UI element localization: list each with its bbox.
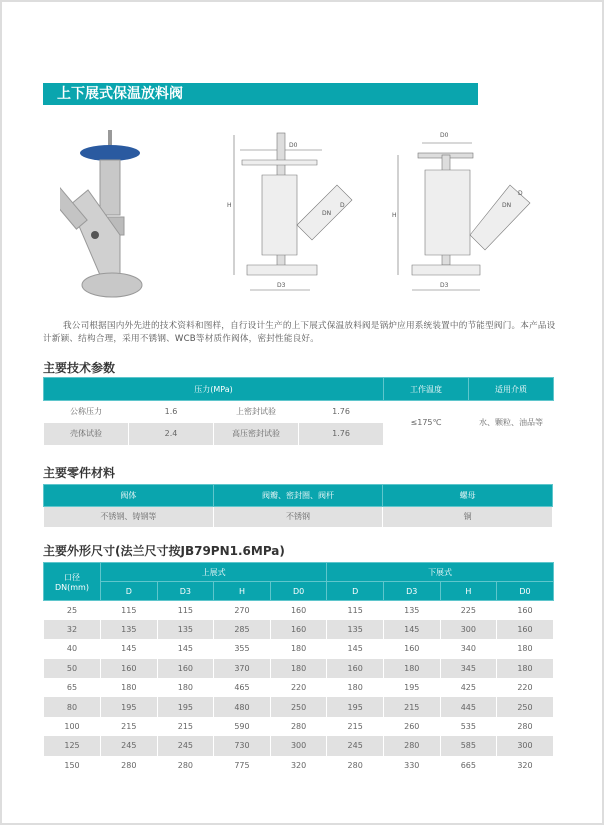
cell: 壳体试验 xyxy=(44,423,129,445)
tech-heading: 主要技术参数 xyxy=(43,361,116,375)
cell: 245 xyxy=(157,736,214,755)
header-cell: 阀瓣、密封圈、阀杆 xyxy=(213,485,383,507)
cell: 40 xyxy=(44,639,101,658)
svg-text:H: H xyxy=(392,212,397,219)
table-row xyxy=(44,659,554,678)
cell: 180 xyxy=(497,639,554,658)
table-row xyxy=(44,678,554,697)
cell: 215 xyxy=(101,717,158,736)
cell: 665 xyxy=(440,756,497,775)
cell: 不锈钢 xyxy=(213,507,383,527)
cell: 480 xyxy=(214,697,271,716)
cell: 195 xyxy=(101,697,158,716)
cell: 250 xyxy=(270,697,327,716)
header-col: H xyxy=(440,582,497,601)
header-col: D3 xyxy=(383,582,440,601)
cell: 145 xyxy=(327,639,384,658)
cell: 355 xyxy=(214,639,271,658)
header-col: D0 xyxy=(497,582,554,601)
cell: 270 xyxy=(214,601,271,620)
cell: 370 xyxy=(214,659,271,678)
cell: 135 xyxy=(101,620,158,639)
cell: 225 xyxy=(440,601,497,620)
dimensions-table xyxy=(43,562,554,775)
cell: 590 xyxy=(214,717,271,736)
cell: 高压密封试验 xyxy=(214,423,299,445)
cell: 280 xyxy=(101,756,158,775)
svg-text:D3: D3 xyxy=(440,282,449,289)
cell: 195 xyxy=(327,697,384,716)
cell: 160 xyxy=(327,659,384,678)
cell: 150 xyxy=(44,756,101,775)
header-dn-unit: DN(mm) xyxy=(55,582,89,592)
table-row xyxy=(44,639,554,658)
cell: 425 xyxy=(440,678,497,697)
cell: 300 xyxy=(270,736,327,755)
header-cell: 螺母 xyxy=(383,485,553,507)
cell: 300 xyxy=(497,736,554,755)
svg-text:D3: D3 xyxy=(277,282,286,289)
cell: 180 xyxy=(270,659,327,678)
cell: 195 xyxy=(383,678,440,697)
header-medium: 适用介质 xyxy=(469,378,554,401)
cell: 145 xyxy=(101,639,158,658)
tech-params-table xyxy=(43,377,554,445)
header-lower-type: 下展式 xyxy=(327,563,553,582)
cell: 280 xyxy=(157,756,214,775)
cell: 280 xyxy=(270,717,327,736)
svg-text:H: H xyxy=(227,202,232,209)
header-col: D3 xyxy=(157,582,214,601)
cell: 220 xyxy=(270,678,327,697)
header-col: D0 xyxy=(270,582,327,601)
cell: 2.4 xyxy=(129,423,214,445)
cell: 145 xyxy=(157,639,214,658)
cell: 730 xyxy=(214,736,271,755)
materials-table xyxy=(43,484,553,527)
header-dn xyxy=(44,563,101,601)
medium-value: 水、颗粒、油品等 xyxy=(469,401,554,445)
cell: 180 xyxy=(383,659,440,678)
cell: 160 xyxy=(270,620,327,639)
svg-text:D: D xyxy=(340,202,345,209)
cell: 330 xyxy=(383,756,440,775)
cell: 215 xyxy=(327,717,384,736)
cell: 125 xyxy=(44,736,101,755)
cell: 上密封试验 xyxy=(214,401,299,423)
table-row xyxy=(44,756,554,775)
cell: 铜 xyxy=(383,507,553,527)
header-upper-type: 上展式 xyxy=(101,563,327,582)
header-pressure: 压力(MPa) xyxy=(44,378,384,401)
cell: 1.76 xyxy=(299,423,384,445)
intro-paragraph: 我公司根据国内外先进的技术资料和图样，自行设计生产的上下展式保温放料阀是锅炉应用系统装置中的节能型阀门。本产品设计新颖、结构合理，采用不锈钢、WCB等材质作阀体，密封性能良好。 xyxy=(43,321,556,344)
cell: 不锈钢、铸钢等 xyxy=(44,507,214,527)
table-row xyxy=(44,620,554,639)
cell: 115 xyxy=(327,601,384,620)
table-row xyxy=(44,401,554,423)
dims-heading: 主要外形尺寸(法兰尺寸按JB79PN1.6MPa) xyxy=(43,544,285,558)
cell: 1.6 xyxy=(129,401,214,423)
cell: 180 xyxy=(270,639,327,658)
svg-text:D0: D0 xyxy=(289,142,298,149)
table-row xyxy=(44,697,554,716)
cell: 445 xyxy=(440,697,497,716)
svg-text:D0: D0 xyxy=(440,132,449,139)
cell: 535 xyxy=(440,717,497,736)
cell: 320 xyxy=(270,756,327,775)
cell: 465 xyxy=(214,678,271,697)
cell: 280 xyxy=(327,756,384,775)
cell: 180 xyxy=(157,678,214,697)
page-title: 上下展式保温放料阀 xyxy=(43,83,478,105)
cell: 180 xyxy=(327,678,384,697)
cell: 775 xyxy=(214,756,271,775)
cell: 80 xyxy=(44,697,101,716)
cell: 160 xyxy=(270,601,327,620)
diagram-lower-type xyxy=(390,125,550,305)
svg-text:D: D xyxy=(518,190,523,197)
table-row xyxy=(44,507,553,527)
cell: 215 xyxy=(383,697,440,716)
temp-value: ≤175℃ xyxy=(384,401,469,445)
cell: 160 xyxy=(497,601,554,620)
cell: 195 xyxy=(157,697,214,716)
cell: 25 xyxy=(44,601,101,620)
cell: 180 xyxy=(101,678,158,697)
cell: 135 xyxy=(157,620,214,639)
cell: 285 xyxy=(214,620,271,639)
header-cell: 阀体 xyxy=(44,485,214,507)
cell: 160 xyxy=(157,659,214,678)
cell: 215 xyxy=(157,717,214,736)
header-col: D xyxy=(327,582,384,601)
cell: 220 xyxy=(497,678,554,697)
cell: 160 xyxy=(497,620,554,639)
cell: 280 xyxy=(383,736,440,755)
cell: 245 xyxy=(327,736,384,755)
cell: 公称压力 xyxy=(44,401,129,423)
cell: 115 xyxy=(101,601,158,620)
cell: 145 xyxy=(383,620,440,639)
header-col: H xyxy=(214,582,271,601)
cell: 100 xyxy=(44,717,101,736)
cell: 245 xyxy=(101,736,158,755)
cell: 250 xyxy=(497,697,554,716)
cell: 345 xyxy=(440,659,497,678)
table-row xyxy=(44,601,554,620)
svg-text:DN: DN xyxy=(502,202,512,209)
diagram-upper-type xyxy=(222,125,382,305)
cell: 135 xyxy=(383,601,440,620)
header-dn-label: 口径 xyxy=(64,572,80,582)
cell: 160 xyxy=(101,659,158,678)
materials-heading: 主要零件材料 xyxy=(43,466,116,480)
cell: 160 xyxy=(383,639,440,658)
table-row xyxy=(44,736,554,755)
cell: 65 xyxy=(44,678,101,697)
cell: 115 xyxy=(157,601,214,620)
cell: 50 xyxy=(44,659,101,678)
cell: 32 xyxy=(44,620,101,639)
table-row xyxy=(44,717,554,736)
cell: 1.76 xyxy=(299,401,384,423)
cell: 340 xyxy=(440,639,497,658)
cell: 300 xyxy=(440,620,497,639)
valve-photo xyxy=(60,125,170,305)
header-temp: 工作温度 xyxy=(384,378,469,401)
cell: 135 xyxy=(327,620,384,639)
cell: 585 xyxy=(440,736,497,755)
cell: 260 xyxy=(383,717,440,736)
cell: 180 xyxy=(497,659,554,678)
cell: 280 xyxy=(497,717,554,736)
svg-text:DN: DN xyxy=(322,210,332,217)
cell: 320 xyxy=(497,756,554,775)
header-col: D xyxy=(101,582,158,601)
